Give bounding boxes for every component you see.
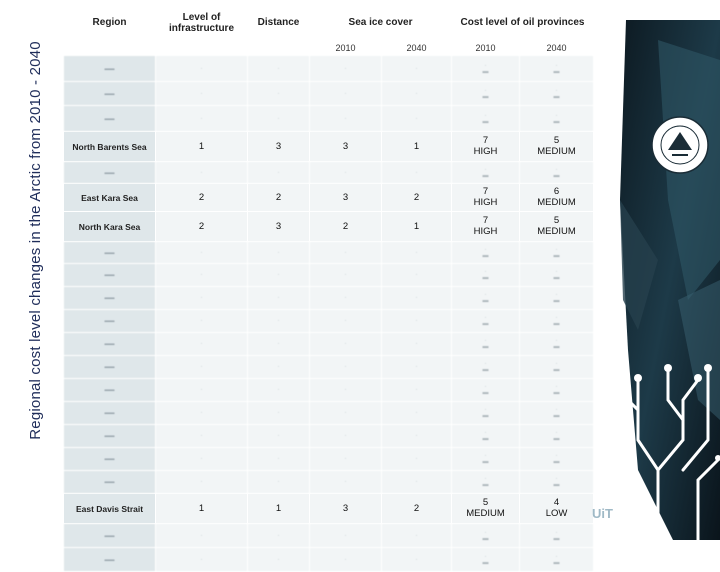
cost-table-container: [63, 5, 593, 566]
decorative-circuit-panel: [598, 0, 720, 540]
region-north-barents: North Barents Sea: [64, 132, 156, 162]
blurred-row: ▬▬ · · · · · ▬ · ▬: [64, 106, 594, 132]
uit-logo: UiT: [592, 506, 613, 521]
side-title-text: Regional cost level changes in the Arctic from 2010 - 2040: [26, 40, 44, 440]
region-north-kara: North Kara Sea: [64, 212, 156, 242]
cost-table: Region Level of infrastructure Distance Sea ice cover Cost level of oil provinces 2010 2040 2010 2040 ▬▬ · · · · · ▬ · ▬ ▬▬ · · · · · ▬ · ▬ ▬▬ · · · · · ▬ · ▬ North Barents Sea 1 3 3 1 7 HIGH 5 MEDIUM ▬▬ · · · · · ▬ · ▬ East Kara Sea 2 2 3 2 7 HIGH 6 MEDIUM North Kara Sea 2 3 2 1 7 HIGH 5 MEDIUM ▬▬ · · · · · ▬ · ▬ ▬▬ · · · · · ▬ · ▬ ▬▬ · · · · · ▬ · ▬ ▬▬ · · · · · ▬ · ▬ ▬▬ · · · · · ▬ · ▬ ▬▬ · · · · · ▬ · ▬ ▬▬ · · · · · ▬ · ▬ ▬▬ · · · · · ▬ · ▬ ▬▬ · · · · · ▬ · ▬ ▬▬ · · · · · ▬ · ▬ ▬▬ · · · · · ▬ · ▬ East Davis Strait 1 1 3 2 5 MEDIUM 4 LOW ▬▬ · · · · · ▬ · ▬ ▬▬ · · · · · ▬ · ▬: [63, 5, 594, 572]
row-east-davis: East Davis Strait 1 1 3 2 5 MEDIUM 4 LOW: [64, 494, 594, 524]
row-north-barents: North Barents Sea 1 3 3 1 7 HIGH 5 MEDIUM: [64, 132, 594, 162]
header-region: Region: [64, 6, 156, 40]
row-north-kara: North Kara Sea 2 3 2 1 7 HIGH 5 MEDIUM: [64, 212, 594, 242]
region-east-kara: East Kara Sea: [64, 184, 156, 212]
year-sea-ice-2010: 2010: [310, 40, 382, 56]
year-row: [64, 40, 594, 56]
university-seal-icon: [652, 117, 708, 173]
blurred-row: ▬▬ · · · · · ▬ · ▬: [64, 56, 594, 82]
year-cost-2040: 2040: [520, 40, 594, 56]
region-east-davis: East Davis Strait: [64, 494, 156, 524]
row-east-kara: East Kara Sea 2 2 3 2 7 HIGH 6 MEDIUM: [64, 184, 594, 212]
header-row: [64, 6, 594, 40]
header-infrastructure: Level of infrastructure: [156, 6, 248, 40]
blurred-row: ▬▬ · · · · · ▬ · ▬: [64, 82, 594, 106]
year-cost-2010: 2010: [452, 40, 520, 56]
side-title: [20, 0, 50, 480]
header-cost-level: Cost level of oil provinces: [452, 6, 594, 40]
header-distance: Distance: [248, 6, 310, 40]
blurred-row: ▬▬ · · · · · ▬ · ▬: [64, 162, 594, 184]
year-sea-ice-2040: 2040: [382, 40, 452, 56]
header-sea-ice: Sea ice cover: [310, 6, 452, 40]
